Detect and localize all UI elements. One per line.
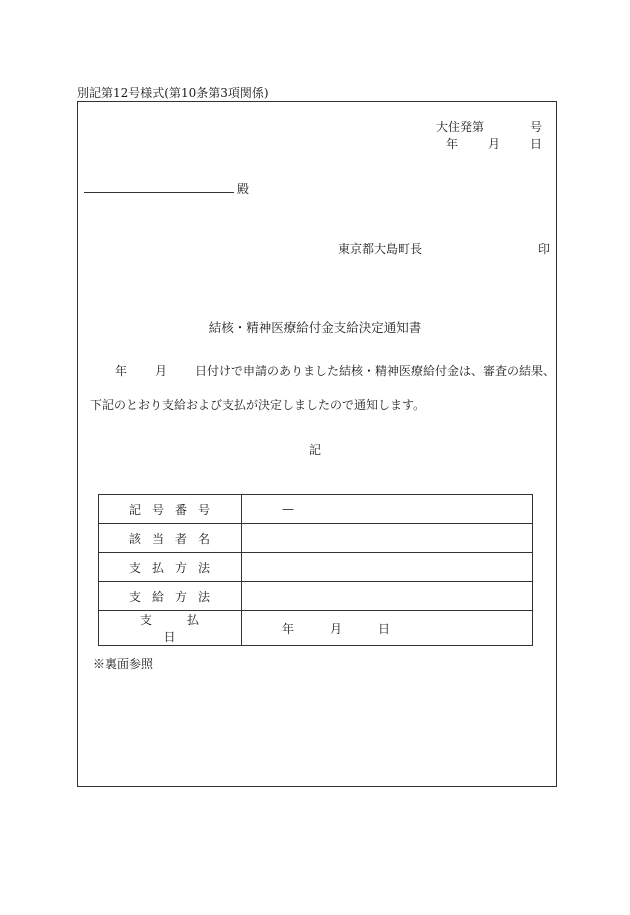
row-value-supply-method — [242, 582, 533, 611]
date-year: 年 — [445, 137, 458, 151]
date-day: 日 — [529, 137, 542, 151]
row-label-subject-name: 該当者名 — [99, 524, 242, 553]
issuer-name: 東京都大島町長 — [338, 242, 423, 256]
document-title: 結核・精神医療給付金支給決定通知書 — [208, 320, 422, 335]
reverse-side-note: ※裏面参照 — [93, 657, 154, 671]
document-number-prefix: 大住発第 — [435, 120, 484, 134]
table-row — [99, 611, 533, 646]
recipient-honorific: 殿 — [237, 182, 250, 196]
record-table — [98, 494, 533, 646]
date-month: 月 — [487, 137, 500, 151]
row-label-supply-method: 支給方法 — [99, 582, 242, 611]
body-line-2: 下記のとおり支給および支払が決定しましたので通知します。 — [90, 398, 426, 412]
form-label: 別記第12号様式(第10条第3項関係) — [77, 86, 269, 100]
row-label-record-number: 記号番号 — [99, 495, 242, 524]
row-value-payment-date — [242, 611, 533, 646]
table-row — [99, 553, 533, 582]
document-date — [446, 135, 542, 152]
document-number — [436, 118, 542, 135]
payment-month: 月 — [330, 621, 343, 636]
payment-year: 年 — [282, 621, 295, 636]
table-row — [99, 582, 533, 611]
body-month: 月 — [155, 364, 168, 378]
body-line-1-text: 日付けで申請のありました結核・精神医療給付金は、審査の結果、 — [195, 364, 556, 378]
seal-mark: 印 — [538, 242, 551, 256]
row-value-record-number: — — [242, 495, 533, 524]
table-row — [99, 524, 533, 553]
document-number-suffix: 号 — [529, 120, 542, 134]
ki-heading: 記 — [308, 443, 321, 457]
row-label-payment-date: 支払日 — [99, 611, 242, 646]
recipient-name-line — [84, 192, 234, 193]
table-row — [99, 495, 533, 524]
body-line-1 — [115, 362, 555, 379]
row-label-payment-method: 支払方法 — [99, 553, 242, 582]
row-value-payment-method — [242, 553, 533, 582]
payment-day: 日 — [378, 621, 391, 636]
body-year: 年 — [115, 364, 128, 378]
row-value-subject-name — [242, 524, 533, 553]
